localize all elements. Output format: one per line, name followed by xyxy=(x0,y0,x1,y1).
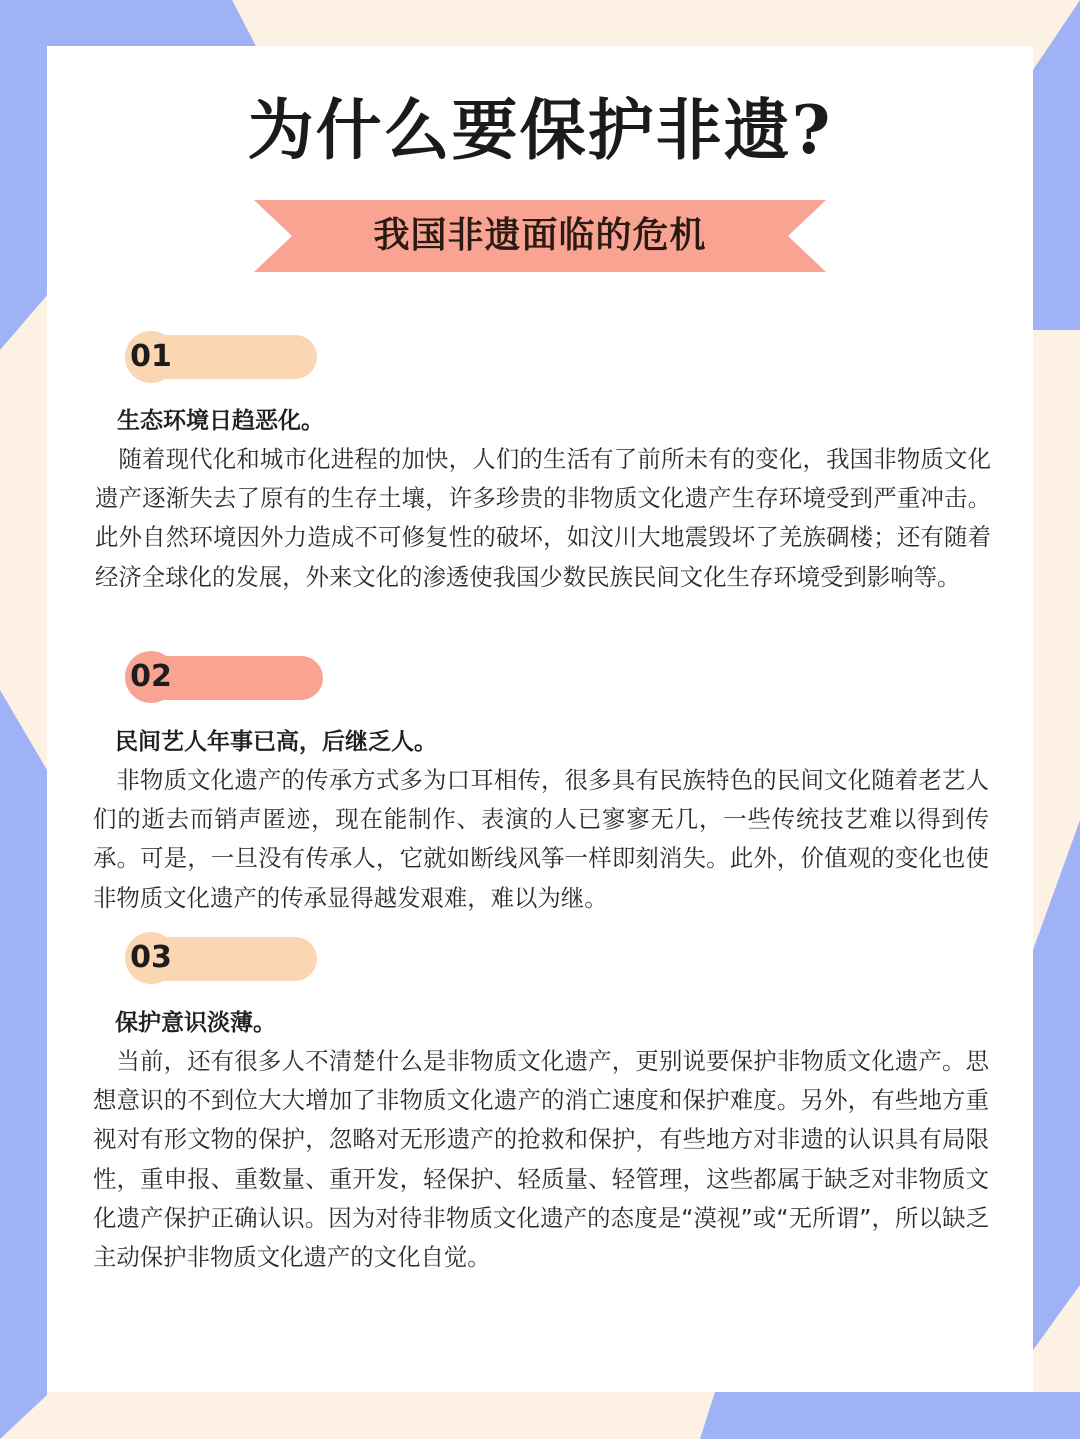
blue-shape-left xyxy=(0,690,47,1439)
page-title: 为什么要保护非遗? xyxy=(247,91,833,169)
content-card xyxy=(47,46,1033,1392)
section-number: 03 xyxy=(125,932,177,984)
section-body: 当前，还有很多人不清楚什么是非物质文化遗产，更别说要保护非物质文化遗产。思想意识的不到位大大增加了非物质文化遗产的消亡速度和保护难度。另外，有些地方重视对有形文物的保护，忽略对无形遗产的抢救和保护，有些地方对非遗的认识具有局限性，重申报、重数量、重开发，轻保护、轻质量、轻管理，这些都属于缺乏对非物质文化遗产保护正确认识。因为对待非物质文化遗产的态度是“漠视”或“无所谓”，所以缺乏主动保护非物质文化遗产的文化自觉。 xyxy=(93,1047,989,1272)
blue-shape-bottom xyxy=(700,1392,1080,1439)
section-heading: 保护意识淡薄。 xyxy=(115,1010,276,1036)
section-heading: 民间艺人年事已高，后继乏人。 xyxy=(115,729,437,755)
blue-shape-right xyxy=(1033,820,1080,1350)
blue-shape-top-right xyxy=(1033,0,1080,330)
section-heading: 生态环境日趋恶化。 xyxy=(117,408,324,434)
section-number: 02 xyxy=(125,651,177,703)
section-body: 非物质文化遗产的传承方式多为口耳相传，很多具有民族特色的民间文化随着老艺人们的逝去而销声匿迹，现在能制作、表演的人已寥寥无几，一些传统技艺难以得到传承。可是，一旦没有传承人，它就如断线风筝一样即刻消失。此外，价值观的变化也使非物质文化遗产的传承显得越发艰难，难以为继。 xyxy=(93,766,989,912)
section-body: 随着现代化和城市化进程的加快，人们的生活有了前所未有的变化，我国非物质文化遗产逐渐失去了原有的生存土壤，许多珍贵的非物质文化遗产生存环境受到严重冲击。此外自然环境因外力造成不可修复性的破坏，如汶川大地震毁坏了羌族碉楼；还有随着经济全球化的发展，外来文化的渗透使我国少数民族民间文化生存环境受到影响等。 xyxy=(95,445,991,591)
section-number: 01 xyxy=(125,331,177,383)
subtitle-ribbon xyxy=(254,200,826,272)
subtitle: 我国非遗面临的危机 xyxy=(373,215,707,256)
